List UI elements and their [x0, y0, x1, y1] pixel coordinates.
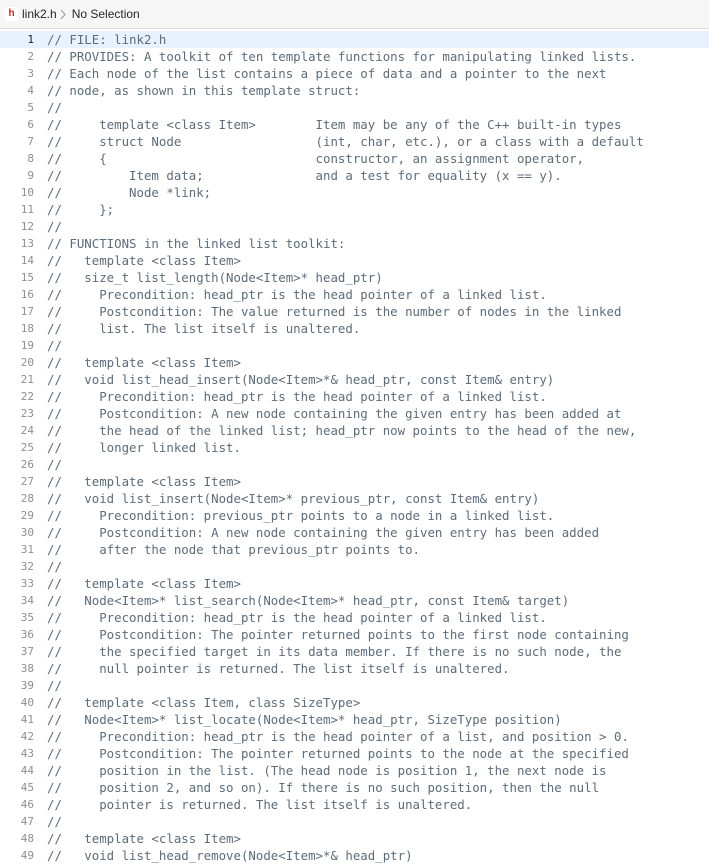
source-editor[interactable] [0, 29, 709, 868]
code-text: // [47, 457, 62, 472]
code-text: // FUNCTIONS in the linked list toolkit: [47, 236, 346, 251]
code-line[interactable] [0, 796, 709, 813]
code-line[interactable] [0, 711, 709, 728]
code-text: // Precondition: head_ptr is the head pointer of a linked list. [47, 287, 547, 302]
line-number: 3 [27, 67, 34, 80]
code-text: // FILE: link2.h [47, 32, 167, 47]
code-text: // Precondition: head_ptr is the head pointer of a linked list. [47, 610, 547, 625]
line-number: 23 [20, 407, 34, 420]
line-number: 32 [20, 560, 34, 573]
code-line[interactable] [0, 65, 709, 82]
code-line[interactable] [0, 286, 709, 303]
line-number: 44 [20, 764, 34, 777]
code-text: // Each node of the list contains a piece of data and a pointer to the next [47, 66, 607, 81]
code-line[interactable] [0, 184, 709, 201]
line-number: 20 [20, 356, 34, 369]
code-text: // [47, 219, 62, 234]
code-text: // Postcondition: The pointer returned points to the first node containing [47, 627, 629, 642]
code-line[interactable] [0, 507, 709, 524]
code-line[interactable] [0, 405, 709, 422]
line-number: 37 [20, 645, 34, 658]
code-text: // Postcondition: The value returned is the number of nodes in the linked [47, 304, 622, 319]
line-number: 46 [20, 798, 34, 811]
line-number: 34 [20, 594, 34, 607]
line-number: 42 [20, 730, 34, 743]
code-text: // position 2, and so on). If there is no such position, then the null [47, 780, 600, 795]
line-number: 25 [20, 441, 34, 454]
line-number: 19 [20, 339, 34, 352]
code-text: // struct Node (int, char, etc.), or a class with a default [47, 134, 644, 149]
code-text: // list. The list itself is unaltered. [47, 321, 361, 336]
line-number: 7 [27, 135, 34, 148]
code-line[interactable] [0, 337, 709, 354]
line-number: 27 [20, 475, 34, 488]
code-line[interactable] [0, 167, 709, 184]
code-line[interactable] [0, 303, 709, 320]
code-line[interactable] [0, 626, 709, 643]
line-number: 24 [20, 424, 34, 437]
line-number: 8 [27, 152, 34, 165]
code-text: // { constructor, an assignment operator, [47, 151, 585, 166]
line-number: 48 [20, 832, 34, 845]
code-line[interactable] [0, 541, 709, 558]
code-line[interactable] [0, 31, 709, 48]
code-text: // template <class Item, class SizeType> [47, 695, 361, 710]
code-line[interactable] [0, 116, 709, 133]
line-number: 21 [20, 373, 34, 386]
line-number: 12 [20, 220, 34, 233]
code-text: // void list_head_insert(Node<Item>*& head_ptr, const Item& entry) [47, 372, 555, 387]
code-line[interactable] [0, 456, 709, 473]
code-line[interactable] [0, 133, 709, 150]
code-line[interactable] [0, 643, 709, 660]
code-line[interactable] [0, 660, 709, 677]
code-text: // Postcondition: A new node containing the given entry has been added [47, 525, 600, 540]
line-number: 29 [20, 509, 34, 522]
line-number: 30 [20, 526, 34, 539]
code-line[interactable] [0, 252, 709, 269]
header-file-icon: h [5, 7, 18, 21]
code-text: // the specified target in its data member. If there is no such node, the [47, 644, 622, 659]
code-line[interactable] [0, 745, 709, 762]
line-number: 45 [20, 781, 34, 794]
line-number: 10 [20, 186, 34, 199]
line-number: 6 [27, 118, 34, 131]
code-line[interactable] [0, 388, 709, 405]
line-number: 1 [27, 33, 34, 46]
code-line[interactable] [0, 320, 709, 337]
code-line[interactable] [0, 439, 709, 456]
code-text: // void list_insert(Node<Item>* previous_ptr, const Item& entry) [47, 491, 540, 506]
line-number: 47 [20, 815, 34, 828]
line-number: 38 [20, 662, 34, 675]
code-line[interactable] [0, 473, 709, 490]
code-text: // template <class Item> [47, 576, 241, 591]
line-number: 16 [20, 288, 34, 301]
line-number: 41 [20, 713, 34, 726]
code-line[interactable] [0, 762, 709, 779]
line-number: 35 [20, 611, 34, 624]
code-text: // Precondition: head_ptr is the head pointer of a linked list. [47, 389, 547, 404]
code-text: // template <class Item> [47, 253, 241, 268]
line-number: 39 [20, 679, 34, 692]
code-text: // longer linked list. [47, 440, 241, 455]
code-text: // Item data; and a test for equality (x == y). [47, 168, 562, 183]
code-text: // PROVIDES: A toolkit of ten template functions for manipulating linked lists. [47, 49, 637, 64]
chevron-right-icon [60, 8, 68, 20]
code-text: // Node<Item>* list_search(Node<Item>* head_ptr, const Item& target) [47, 593, 570, 608]
line-number: 22 [20, 390, 34, 403]
line-number: 40 [20, 696, 34, 709]
breadcrumb-selection[interactable]: No Selection [71, 7, 140, 21]
code-line[interactable] [0, 524, 709, 541]
line-number: 9 [27, 169, 34, 182]
jump-bar [0, 0, 709, 29]
code-line[interactable] [0, 558, 709, 575]
code-line[interactable] [0, 82, 709, 99]
line-number: 31 [20, 543, 34, 556]
line-number: 13 [20, 237, 34, 250]
code-line[interactable] [0, 694, 709, 711]
code-text: // template <class Item> [47, 355, 241, 370]
breadcrumb-file[interactable]: link2.h [22, 7, 57, 21]
line-number: 36 [20, 628, 34, 641]
code-line[interactable] [0, 728, 709, 745]
code-line[interactable] [0, 371, 709, 388]
line-number: 49 [20, 849, 34, 862]
code-text: // null pointer is returned. The list itself is unaltered. [47, 661, 510, 676]
line-number: 2 [27, 50, 34, 63]
code-text: // after the node that previous_ptr points to. [47, 542, 420, 557]
line-number: 4 [27, 84, 34, 97]
line-number: 33 [20, 577, 34, 590]
code-text: // pointer is returned. The list itself is unaltered. [47, 797, 473, 812]
code-text: // [47, 814, 62, 829]
code-line[interactable] [0, 830, 709, 847]
line-number: 26 [20, 458, 34, 471]
code-line[interactable] [0, 201, 709, 218]
code-line[interactable] [0, 269, 709, 286]
code-text: // Precondition: head_ptr is the head pointer of a list, and position > 0. [47, 729, 629, 744]
code-text: // }; [47, 202, 115, 217]
code-text: // size_t list_length(Node<Item>* head_ptr) [47, 270, 383, 285]
code-line[interactable] [0, 218, 709, 235]
code-line[interactable] [0, 592, 709, 609]
code-text: // Precondition: previous_ptr points to a node in a linked list. [47, 508, 555, 523]
line-number: 17 [20, 305, 34, 318]
code-text: // template <class Item> Item may be any of the C++ built-in types [47, 117, 622, 132]
code-line[interactable] [0, 150, 709, 167]
code-line[interactable] [0, 235, 709, 252]
code-text: // void list_head_remove(Node<Item>*& head_ptr) [47, 848, 413, 863]
line-number: 15 [20, 271, 34, 284]
code-text: // [47, 338, 62, 353]
code-line[interactable] [0, 490, 709, 507]
code-text: // [47, 678, 62, 693]
code-text: // [47, 100, 62, 115]
code-text: // the head of the linked list; head_ptr now points to the head of the new, [47, 423, 637, 438]
code-line[interactable] [0, 422, 709, 439]
line-number: 18 [20, 322, 34, 335]
code-line[interactable] [0, 847, 709, 864]
line-number: 14 [20, 254, 34, 267]
line-number: 28 [20, 492, 34, 505]
code-text: // template <class Item> [47, 831, 241, 846]
code-text: // Postcondition: A new node containing the given entry has been added at [47, 406, 622, 421]
line-number: 43 [20, 747, 34, 760]
code-line[interactable] [0, 779, 709, 796]
code-text: // position in the list. (The head node is position 1, the next node is [47, 763, 607, 778]
code-line[interactable] [0, 575, 709, 592]
code-line[interactable] [0, 354, 709, 371]
line-number: 11 [20, 203, 34, 216]
code-text: // Node<Item>* list_locate(Node<Item>* head_ptr, SizeType position) [47, 712, 562, 727]
code-text: // template <class Item> [47, 474, 241, 489]
code-line[interactable] [0, 677, 709, 694]
code-line[interactable] [0, 48, 709, 65]
code-text: // node, as shown in this template struct: [47, 83, 361, 98]
code-line[interactable] [0, 99, 709, 116]
code-line[interactable] [0, 609, 709, 626]
code-text: // Postcondition: The pointer returned points to the node at the specified [47, 746, 629, 761]
code-text: // Node *link; [47, 185, 212, 200]
code-line[interactable] [0, 813, 709, 830]
code-text: // [47, 559, 62, 574]
line-number: 5 [27, 101, 34, 114]
